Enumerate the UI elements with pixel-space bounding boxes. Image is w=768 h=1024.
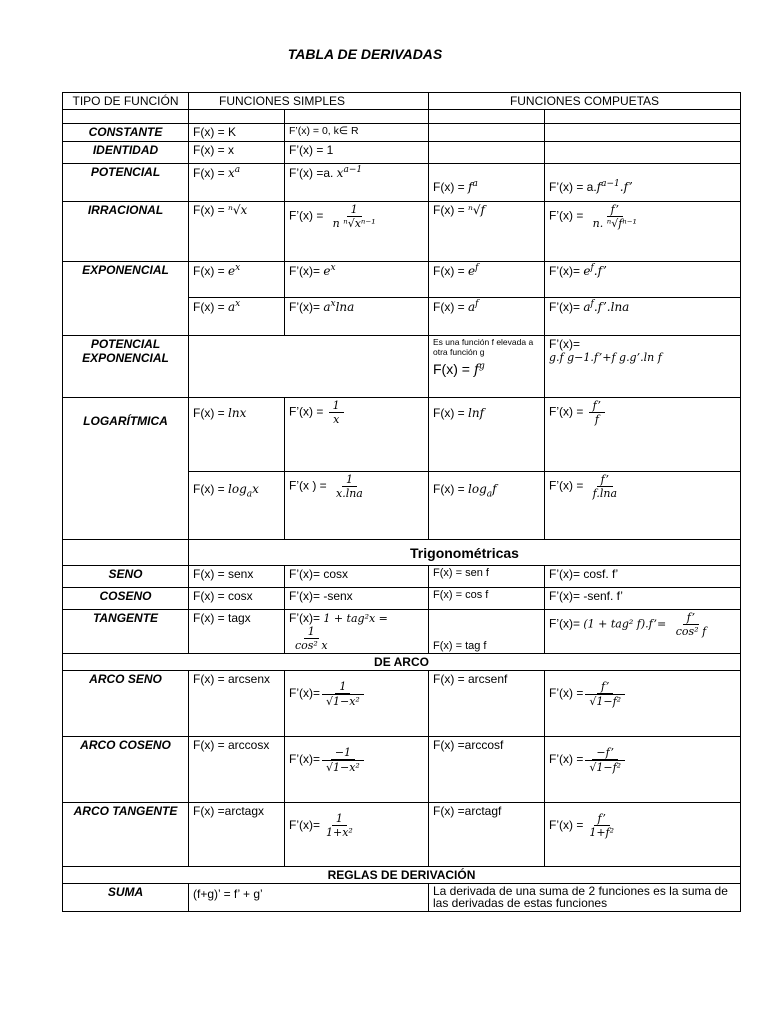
row-identidad (63, 142, 741, 164)
arco-seno-cdf: F’(x) = $\frac{f’}{\text{√1−f²}}$ (545, 671, 741, 737)
arco-tangente-cf: F(x) =arctagf (429, 803, 545, 867)
irracional-f: F(x) = ⁿ√x (189, 202, 285, 262)
constante-df: F’(x) = 0, k∈ R (285, 124, 429, 142)
row-logaritmica-1 (63, 398, 741, 472)
seno-f: F(x) = senx (189, 566, 285, 588)
header-simples: FUNCIONES SIMPLES (189, 93, 429, 110)
suma-description: La derivada de una suma de 2 funciones es la suma de las derivadas de estas funciones (429, 884, 741, 912)
potencial-cdf: F’(x) = $a.f^{a-1}.f$’ (545, 164, 741, 202)
reglas-section-title: REGLAS DE DERIVACIÓN (63, 867, 741, 884)
arco-tangente-cdf: F’(x) = $\frac{f’}{\text{1+f²}}$ (545, 803, 741, 867)
tangente-cf: F(x) = tag f (429, 610, 545, 654)
irracional-cf: F(x) = ⁿ√f (429, 202, 545, 262)
header-row (63, 93, 741, 110)
coseno-cdf: F’(x)= -senf. f’ (545, 588, 741, 610)
arco-coseno-cf: F(x) =arccosf (429, 737, 545, 803)
arco-seno-f: F(x) = arcsenx (189, 671, 285, 737)
arco-seno-df: F’(x)= $\frac{1}{\text{√1−x²}}$ (285, 671, 429, 737)
label-arco-seno: ARCO SENO (63, 671, 189, 737)
label-arco-tangente: ARCO TANGENTE (63, 803, 189, 867)
row-seno (63, 566, 741, 588)
label-suma: SUMA (63, 884, 189, 912)
row-arco-coseno (63, 737, 741, 803)
potexp-note: Es una función f elevada a otra función g (433, 337, 534, 357)
seno-cdf: F’(x)= cosf. f’ (545, 566, 741, 588)
row-arco-tangente (63, 803, 741, 867)
arco-coseno-df: F’(x)= $\frac{-1}{\text{√1−x²}}$ (285, 737, 429, 803)
label-exponencial: EXPONENCIAL (63, 262, 189, 336)
label-coseno: COSENO (63, 588, 189, 610)
arco-coseno-f: F(x) = arccosx (189, 737, 285, 803)
exponencial-df2: F’(x)= $a^x\ln a$ (285, 298, 429, 336)
trig-section-title: Trigonométricas (189, 540, 741, 566)
row-coseno (63, 588, 741, 610)
irracional-cdf: F’(x) = $\frac{f’}{\text{n. ⁿ√fⁿ⁻¹}}$ (545, 202, 741, 262)
label-tangente: TANGENTE (63, 610, 189, 654)
row-arco-title (63, 654, 741, 671)
arco-coseno-cdf: F’(x) = $\frac{-f’}{\text{√1−f²}}$ (545, 737, 741, 803)
potencial-f: $F(x) = x^a$ (189, 164, 285, 202)
row-exponencial-1 (63, 262, 741, 298)
logaritmica-f1: F(x) = lnx (189, 398, 285, 472)
exponencial-cdf1: F’(x)= $e^f.f$’ (545, 262, 741, 298)
row-potencial-exponencial (63, 336, 741, 398)
logaritmica-cdf1: F’(x) = $\frac{f’}{f}$ (545, 398, 741, 472)
potexp-cf: Es una función f elevada a otra función g $F(x) = f^g$ (429, 336, 545, 398)
label-constante: CONSTANTE (63, 124, 189, 142)
coseno-df: F’(x)= -senx (285, 588, 429, 610)
identidad-f: F(x) = x (189, 142, 285, 164)
coseno-f: F(x) = cosx (189, 588, 285, 610)
seno-df: F’(x)= cosx (285, 566, 429, 588)
label-identidad: IDENTIDAD (63, 142, 189, 164)
blank-row (63, 110, 741, 124)
irracional-df: F’(x) = $\frac{1}{\text{n ⁿ√xⁿ⁻¹}}$ (285, 202, 429, 262)
row-constante (63, 124, 741, 142)
logaritmica-df1: F’(x) = $\frac{1}{x}$ (285, 398, 429, 472)
tangente-df: F’(x)= 1 + tag²x = $\frac{1}{\text{cos² x}}$ (285, 610, 429, 654)
header-compuestas: FUNCIONES COMPUETAS (429, 93, 741, 110)
row-irracional (63, 202, 741, 262)
exponencial-cf1: $F(x) = e^f$ (429, 262, 545, 298)
logaritmica-cdf2: F’(x) = $\frac{f’}{f.\ln a}$ (545, 472, 741, 540)
potencial-cf: $F(x) = f^a$ (429, 164, 545, 202)
row-arco-seno (63, 671, 741, 737)
exponencial-f1: $F(x) = e^x$ (189, 262, 285, 298)
header-tipo: TIPO DE FUNCIÓN (63, 93, 189, 110)
label-irracional: IRRACIONAL (63, 202, 189, 262)
exponencial-f2: $F(x) = a^x$ (189, 298, 285, 336)
row-suma (63, 884, 741, 912)
exponencial-df1: F’(x)= $e^x$ (285, 262, 429, 298)
potencial-df: F’(x) =a. $x^{a-1}$ (285, 164, 429, 202)
arco-tangente-df: F’(x)= $\frac{1}{\text{1+x²}}$ (285, 803, 429, 867)
label-potencial: POTENCIAL (63, 164, 189, 202)
exponencial-cf2: $F(x) = a^f$ (429, 298, 545, 336)
arco-section-title: DE ARCO (63, 654, 741, 671)
logaritmica-df2: F’(x ) = $\frac{1}{x.\ln a}$ (285, 472, 429, 540)
suma-formula: (f+g)’ = f’ + g’ (189, 884, 429, 912)
arco-seno-cf: F(x) = arcsenf (429, 671, 545, 737)
logaritmica-f2: $F(x) = \log_ax$ (189, 472, 285, 540)
constante-f: F(x) = K (189, 124, 285, 142)
row-trig-title (63, 540, 741, 566)
tangente-f: F(x) = tagx (189, 610, 285, 654)
coseno-cf: F(x) = cos f (429, 588, 545, 610)
logaritmica-cf2: $F(x) = \log_af$ (429, 472, 545, 540)
row-reglas-title (63, 867, 741, 884)
label-arco-coseno: ARCO COSENO (63, 737, 189, 803)
identidad-df: F’(x) = 1 (285, 142, 429, 164)
potexp-cdf: F’(x)= g.f g−1.f’+f g.g’.ln f (545, 336, 741, 398)
seno-cf: F(x) = sen f (429, 566, 545, 588)
page-title: TABLA DE DERIVADAS (287, 46, 443, 62)
row-tangente (63, 610, 741, 654)
row-potencial (63, 164, 741, 202)
derivatives-table (62, 92, 741, 912)
arco-tangente-f: F(x) =arctagx (189, 803, 285, 867)
label-logaritmica: LOGARÍTMICA (63, 398, 189, 540)
label-seno: SENO (63, 566, 189, 588)
label-potencial-exponencial: POTENCIAL EXPONENCIAL (63, 336, 189, 398)
logaritmica-cf1: F(x) = lnf (429, 398, 545, 472)
exponencial-cdf2: F’(x)= $a^f.f’.\ln a$ (545, 298, 741, 336)
tangente-cdf: F’(x)= (1 + tag² f).f’= $\frac{f’}{\text{cos² f}}$ (545, 610, 741, 654)
